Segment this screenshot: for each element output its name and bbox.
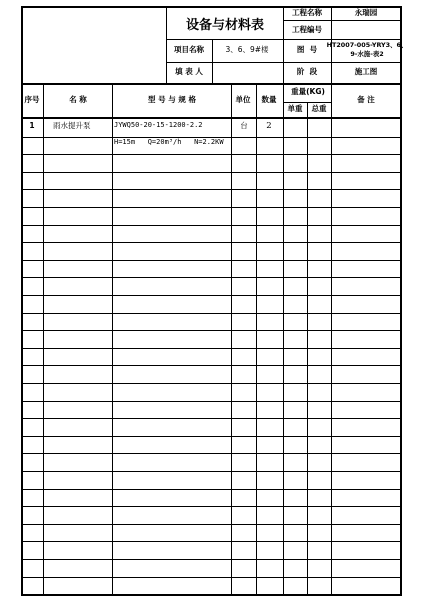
table-row-divider bbox=[21, 453, 402, 454]
drawing-no-value-2: 9-水施-表2 bbox=[350, 50, 384, 58]
table-row-divider bbox=[21, 260, 402, 261]
table-row-divider bbox=[21, 189, 402, 190]
row-1-unit: 台 bbox=[240, 121, 248, 130]
col-unit: 单位 bbox=[235, 95, 251, 104]
table-row-divider bbox=[21, 401, 402, 402]
stage-label: 阶 段 bbox=[296, 67, 318, 76]
table-row-divider bbox=[21, 225, 402, 226]
filler-label: 填 表 人 bbox=[175, 67, 203, 76]
item-name-label: 项目名称 bbox=[174, 45, 204, 54]
item-name-value: 3、6、9#楼 bbox=[225, 45, 269, 54]
table-row-divider bbox=[21, 524, 402, 525]
col-unit-weight: 单重 bbox=[287, 104, 303, 113]
col-total-weight: 总重 bbox=[311, 104, 327, 113]
drawing-no-label: 图 号 bbox=[296, 45, 318, 54]
project-name-value: 永瑞园 bbox=[354, 8, 378, 17]
col-remark: 备 注 bbox=[357, 95, 375, 104]
table-row-divider bbox=[21, 418, 402, 419]
row-1-seq: 1 bbox=[29, 121, 35, 130]
table-row-divider bbox=[21, 348, 402, 349]
row-1-name: 雨水提升泵 bbox=[53, 121, 91, 130]
table-row-divider bbox=[21, 207, 402, 208]
table-row-divider bbox=[21, 489, 402, 490]
col-weight: 重量(KG) bbox=[291, 87, 325, 96]
table-row-divider bbox=[21, 172, 402, 173]
table-row-divider bbox=[21, 365, 402, 366]
table-row-divider bbox=[21, 383, 402, 384]
row-1-qty: 2 bbox=[266, 121, 272, 131]
table-row-divider bbox=[21, 506, 402, 507]
table-row-divider bbox=[21, 541, 402, 542]
col-model: 型 号 与 规 格 bbox=[148, 95, 196, 104]
table-row-divider bbox=[21, 313, 402, 314]
col-seq: 序号 bbox=[24, 95, 40, 104]
table-row-divider bbox=[21, 154, 402, 155]
col-name: 名 称 bbox=[69, 95, 87, 104]
stage-value: 施工图 bbox=[354, 67, 378, 76]
project-no-label: 工程编号 bbox=[292, 25, 322, 34]
col-qty: 数量 bbox=[261, 95, 277, 104]
material-table-sheet bbox=[21, 6, 408, 596]
table-row-divider bbox=[21, 330, 402, 331]
table-row-divider bbox=[21, 137, 402, 138]
row-1-model-line2: H=15m Q=20m³/h N=2.2KW bbox=[114, 138, 224, 146]
table-row-divider bbox=[21, 242, 402, 243]
drawing-no-value-1: HT2007-005-YRY3、6、 bbox=[326, 41, 408, 49]
project-name-label: 工程名称 bbox=[292, 8, 322, 17]
table-row-divider bbox=[21, 577, 402, 578]
table-row-divider bbox=[21, 471, 402, 472]
table-row-divider bbox=[21, 436, 402, 437]
row-1-model-line1: JYWQ50-20-15-1200-2.2 bbox=[114, 121, 203, 129]
table-row-divider bbox=[21, 277, 402, 278]
table-row-divider bbox=[21, 559, 402, 560]
table-title: 设备与材料表 bbox=[185, 18, 265, 33]
table-row-divider bbox=[21, 295, 402, 296]
